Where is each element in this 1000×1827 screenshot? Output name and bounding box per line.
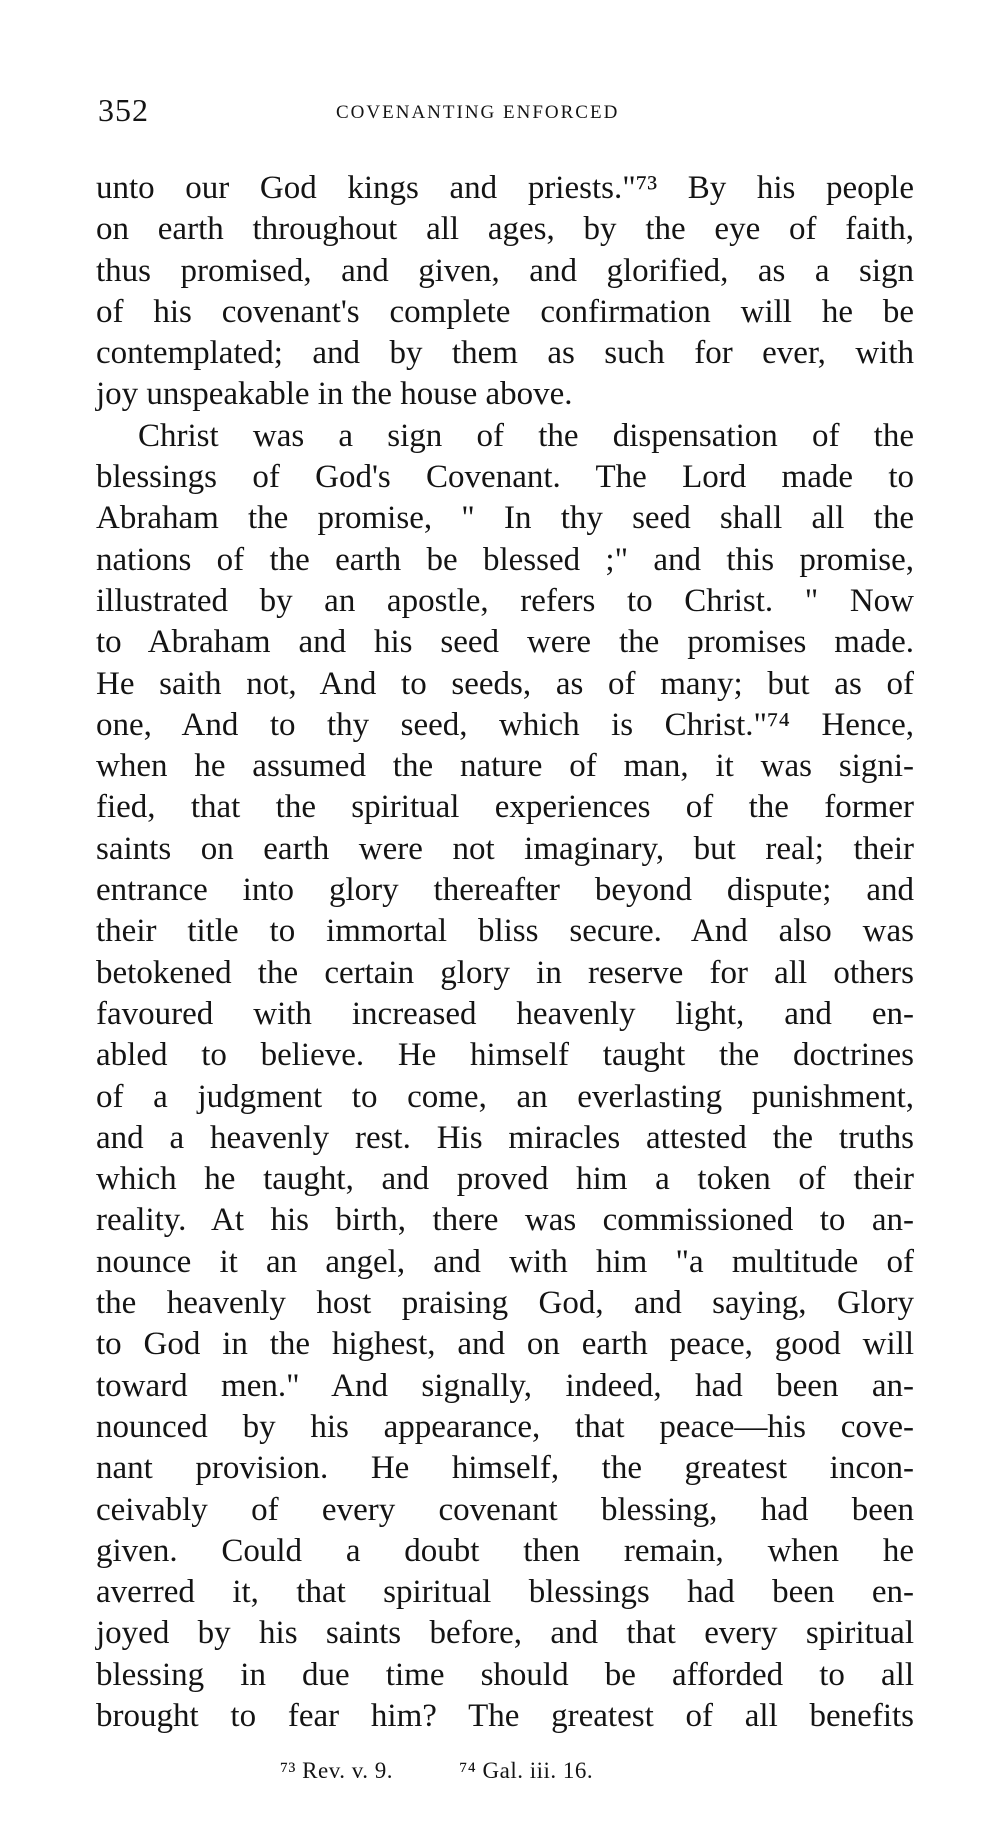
text-line: favoured with increased heavenly light, and en-: [96, 995, 914, 1032]
text-line: and a heavenly rest. His miracles attested the truths: [96, 1119, 914, 1156]
page-header: [98, 92, 908, 136]
text-line: of a judgment to come, an everlasting punishment,: [96, 1078, 914, 1115]
text-line: unto our God kings and priests."⁷³ By his people: [96, 170, 914, 206]
text-line: one, And to thy seed, which is Christ."⁷⁴ Hence,: [96, 706, 914, 743]
text-line: joy unspeakable in the house above.: [96, 376, 573, 413]
text-line: nounced by his appearance, that peace—his cove-: [96, 1408, 914, 1445]
text-line: blessings of God's Covenant. The Lord made to: [96, 459, 914, 496]
text-line: betokened the certain glory in reserve for all others: [96, 954, 914, 991]
footnote: ⁷³ Rev. v. 9.: [280, 1758, 393, 1783]
text-line: entrance into glory thereafter beyond dispute; and: [96, 872, 914, 909]
text-line: their title to immortal bliss secure. And also was: [96, 913, 914, 950]
text-line: Christ was a sign of the dispensation of the: [138, 417, 914, 454]
text-line: toward men." And signally, indeed, had been an-: [96, 1367, 914, 1404]
body-text: [96, 168, 914, 1737]
text-line: given. Could a doubt then remain, when he: [96, 1532, 914, 1569]
text-line: saints on earth were not imaginary, but real; their: [96, 830, 914, 867]
footnote: ⁷⁴ Gal. iii. 16.: [459, 1758, 594, 1783]
text-line: on earth throughout all ages, by the eye of faith,: [96, 211, 914, 248]
text-line: brought to fear him? The greatest of all benefits: [96, 1697, 914, 1734]
text-line: blessing in due time should be afforded to all: [96, 1656, 914, 1693]
text-line: nant provision. He himself, the greatest incon-: [96, 1450, 914, 1487]
text-line: contemplated; and by them as such for ever, with: [96, 335, 914, 372]
text-line: the heavenly host praising God, and saying, Glory: [96, 1285, 914, 1322]
text-line: abled to believe. He himself taught the doctrines: [96, 1037, 914, 1074]
page-number: 352: [98, 92, 149, 128]
text-line: joyed by his saints before, and that every spiritual: [96, 1615, 914, 1652]
text-line: to God in the highest, and on earth peace, good will: [96, 1326, 914, 1363]
text-line: reality. At his birth, there was commissioned to an-: [96, 1202, 914, 1239]
paragraph: [96, 168, 914, 416]
text-line: Abraham the promise, " In thy seed shall all the: [96, 500, 914, 537]
text-line: ceivably of every covenant blessing, had been: [96, 1491, 914, 1528]
text-line: He saith not, And to seeds, as of many; but as of: [96, 665, 914, 702]
text-line: when he assumed the nature of man, it was signi-: [96, 748, 914, 785]
paragraph: [96, 416, 914, 1738]
text-line: of his covenant's complete confirmation will he be: [96, 293, 914, 330]
text-line: averred it, that spiritual blessings had been en-: [96, 1574, 914, 1611]
text-line: nations of the earth be blessed ;" and this promise,: [96, 541, 914, 578]
text-line: which he taught, and proved him a token of their: [96, 1161, 914, 1198]
text-line: fied, that the spiritual experiences of the former: [96, 789, 914, 826]
running-head: COVENANTING ENFORCED: [336, 102, 620, 123]
text-line: to Abraham and his seed were the promises made.: [96, 624, 914, 661]
footnotes: [280, 1758, 653, 1784]
text-line: illustrated by an apostle, refers to Christ. " Now: [96, 582, 914, 619]
text-line: thus promised, and given, and glorified, as a sign: [96, 252, 914, 289]
text-line: nounce it an angel, and with him "a multitude of: [96, 1243, 914, 1280]
